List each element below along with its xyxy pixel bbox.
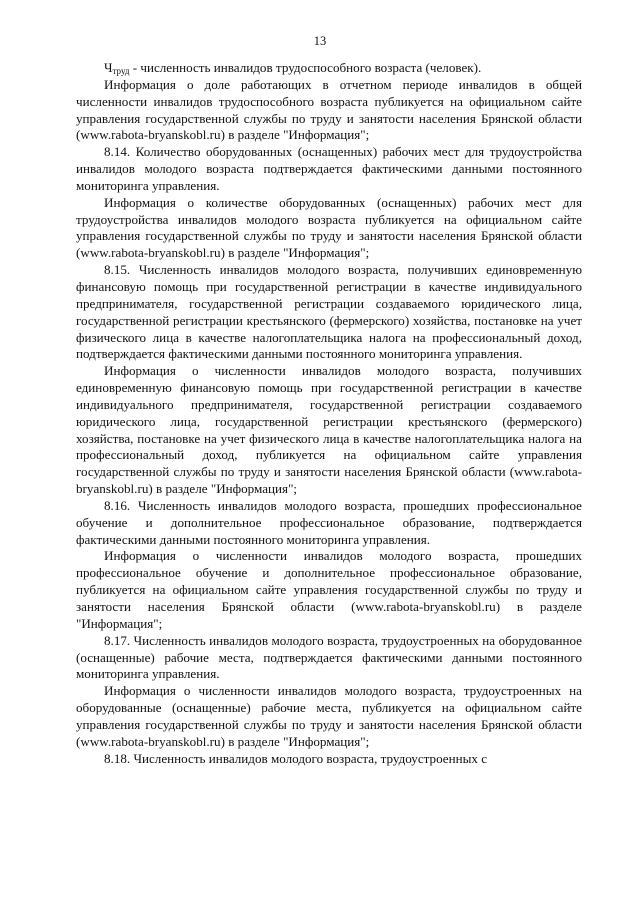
page-number: 13 <box>313 34 327 48</box>
paragraph-8-16-info: Информация о численности инвалидов молодого возраста, прошедших профессиональное обучение и дополнительное профессиональное образование, публикуется на официальном сайте управления государственной службы по труду и занятости населения Брянской области (www.rabota-bryanskobl.ru) в разделе "Информация"; <box>76 548 582 631</box>
paragraph-8-17: 8.17. Численность инвалидов молодого возраста, трудоустроенных на оборудованное (оснащенные) рабочие места, подтверждается фактическими данными постоянного мониторинга управления. <box>76 632 582 682</box>
paragraph-8-15-info: Информация о численности инвалидов молодого возраста, получивших единовременную финансовую помощь при государственной регистрации в качестве индивидуального предпринимателя, государственной регистрации создаваемого юридического лица, государственной регистрации крестьянского (фермерского) хозяйства, постановке на учет физического лица в качестве налогоплательщика налога на профессиональный доход, публикуется на официальном сайте управления государственной службы по труду и занятости населения Брянской области (www.rabota-bryanskobl.ru) в разделе "Информация"; <box>76 363 582 497</box>
paragraph-8-18: 8.18. Численность инвалидов молодого возраста, трудоустроенных с <box>104 750 488 766</box>
paragraph-8-14-info: Информация о количестве оборудованных (оснащенных) рабочих мест для трудоустройства инвалидов молодого возраста публикуется на официальном сайте управления государственной службы по труду и занятости населения Брянской области (www.rabota-bryanskobl.ru) в разделе "Информация"; <box>76 194 582 261</box>
formula-variable-base: Ч <box>104 60 113 75</box>
paragraph-employment-share-info: Информация о доле работающих в отчетном периоде инвалидов в общей численности инвалидов трудоспособного возраста публикуется на официальном сайте управления государственной службы по труду и занятости населения Брянской области (www.rabota-bryanskobl.ru) в разделе "Информация"; <box>76 76 582 143</box>
paragraph-8-14: 8.14. Количество оборудованных (оснащенных) рабочих мест для трудоустройства инвалидов молодого возраста подтверждается фактическими данными постоянного мониторинга управления. <box>76 144 582 193</box>
formula-definition-text: - численность инвалидов трудоспособного возраста (человек). <box>129 60 482 75</box>
formula-variable <box>104 60 129 75</box>
document-body <box>76 60 582 767</box>
paragraph-8-17-info: Информация о численности инвалидов молодого возраста, трудоустроенных на оборудованные (оснащенные) рабочие места, публикуется на официальном сайте управления государственной службы по труду и занятости населения Брянской области (www.rabota-bryanskobl.ru) в разделе "Информация"; <box>76 683 582 749</box>
formula-variable-subscript: труд <box>112 66 130 76</box>
paragraph-8-15: 8.15. Численность инвалидов молодого возраста, получивших единовременную финансовую помощь при государственной регистрации в качестве индивидуального предпринимателя, государственной регистрации создаваемого юридического лица, государственной регистрации крестьянского (фермерского) хозяйства, постановке на учет физического лица в качестве налогоплательщика налога на профессиональный доход, подтверждается фактическими данными постоянного мониторинга управления. <box>76 262 582 362</box>
formula-definition <box>76 60 582 77</box>
paragraph-8-16: 8.16. Численность инвалидов молодого возраста, прошедших профессиональное обучение и дополнительное профессиональное образование, подтверждается фактическими данными постоянного мониторинга управления. <box>76 497 582 547</box>
